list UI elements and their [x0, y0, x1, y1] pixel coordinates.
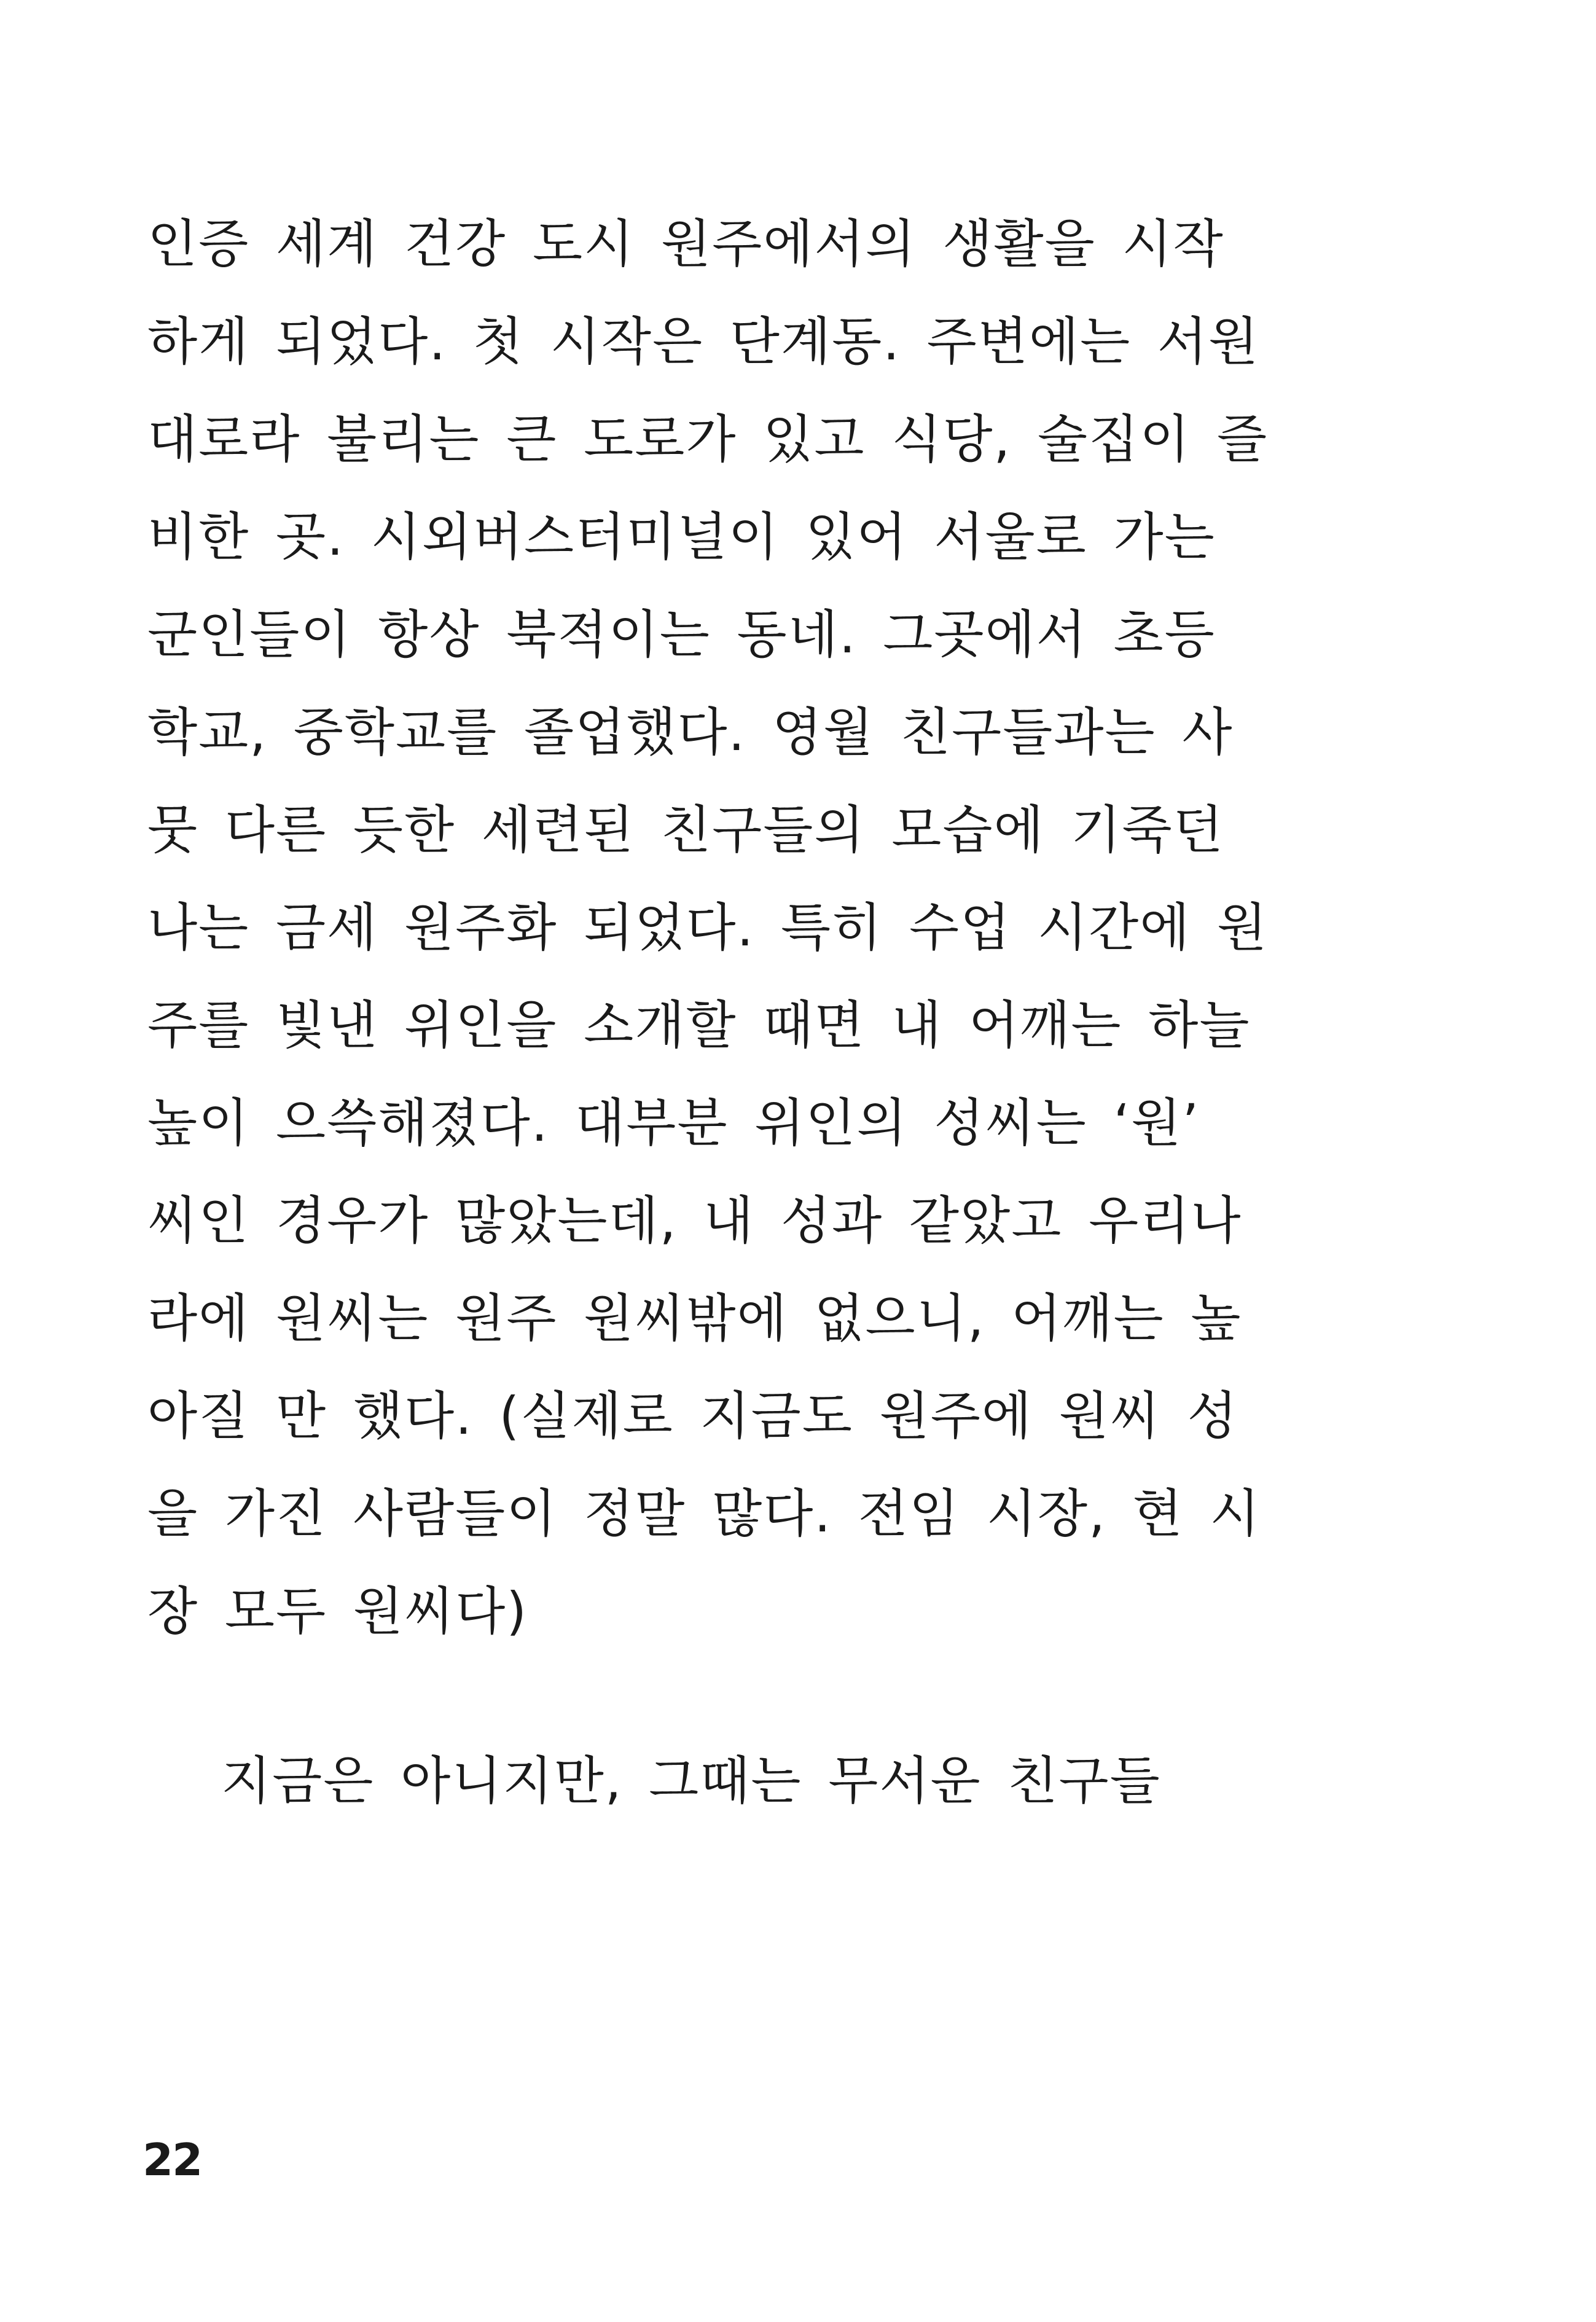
text-line: 학교, 중학교를 졸업했다. 영월 친구들과는 사 [147, 702, 1234, 762]
body-paragraph-1 [147, 195, 1269, 1660]
text-line: 비한 곳. 시외버스터미널이 있어 서울로 가는 [147, 507, 1216, 567]
text-line: 라에 원씨는 원주 원씨밖에 없으니, 어깨는 높 [147, 1288, 1242, 1348]
text-line: 아질 만 했다. (실제로 지금도 원주에 원씨 성 [147, 1386, 1238, 1446]
text-line: 을 가진 사람들이 정말 많다. 전임 시장, 현 시 [147, 1484, 1261, 1544]
text-line: 지금은 아니지만, 그때는 무서운 친구들 [221, 1751, 1161, 1811]
text-line: 하게 되었다. 첫 시작은 단계동. 주변에는 서원 [147, 311, 1260, 372]
text-line: 나는 금세 원주화 되었다. 특히 수업 시간에 원 [147, 897, 1269, 958]
text-line: 씨인 경우가 많았는데, 내 성과 같았고 우리나 [147, 1190, 1242, 1251]
body-paragraph-2 [147, 1732, 1161, 1830]
text-line: 인증 세계 건강 도시 원주에서의 생활을 시작 [147, 214, 1224, 274]
text-line: 뭇 다른 듯한 세련된 친구들의 모습에 기죽던 [147, 800, 1224, 860]
text-line: 대로라 불리는 큰 도로가 있고 식당, 술집이 즐 [147, 409, 1269, 469]
page-number: 22 [143, 2134, 202, 2186]
text-line: 주를 빛낸 위인을 소개할 때면 내 어깨는 하늘 [147, 995, 1251, 1055]
text-line: 높이 으쓱해졌다. 대부분 위인의 성씨는 ‘원’ [147, 1093, 1200, 1153]
text-line: 장 모두 원씨다) [147, 1581, 528, 1641]
text-line: 군인들이 항상 북적이는 동네. 그곳에서 초등 [147, 604, 1216, 665]
